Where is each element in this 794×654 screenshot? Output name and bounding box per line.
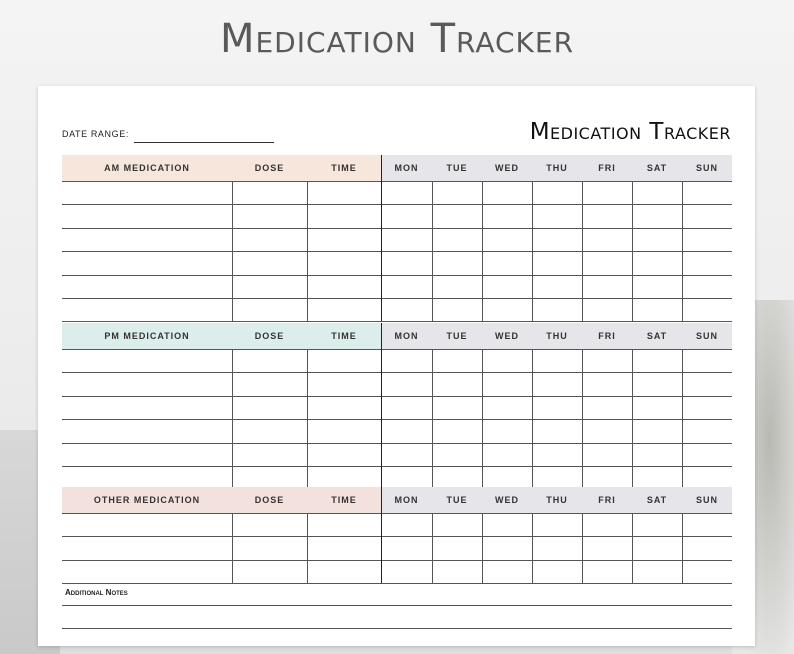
column-line <box>532 349 533 489</box>
time-column-header: TIME <box>331 495 357 505</box>
column-line <box>682 181 683 321</box>
dose-column-header: DOSE <box>254 495 285 505</box>
column-line <box>432 349 433 489</box>
dose-column-header: DOSE <box>254 163 285 173</box>
tracker-sheet <box>38 86 755 646</box>
column-line <box>632 181 633 321</box>
day-column-header-sun: SUN <box>695 163 718 173</box>
notes-line[interactable] <box>62 628 732 629</box>
day-column-header-wed: WED <box>495 495 519 505</box>
dose-column-header: DOSE <box>254 331 285 341</box>
day-column-header-mon: MON <box>394 331 419 341</box>
day-column-header-sun: SUN <box>695 331 718 341</box>
banner-title: Medication Tracker <box>219 16 575 62</box>
row-line <box>62 583 732 584</box>
day-column-header-tue: TUE <box>446 163 468 173</box>
day-column-header-fri: FRI <box>598 331 616 341</box>
day-column-header-fri: FRI <box>598 495 616 505</box>
column-line <box>381 487 382 583</box>
column-line <box>482 513 483 583</box>
column-line <box>232 349 233 489</box>
column-line <box>582 513 583 583</box>
time-column-header: TIME <box>331 331 357 341</box>
column-line <box>482 181 483 321</box>
medication-table <box>62 155 732 321</box>
day-column-header-fri: FRI <box>598 163 616 173</box>
day-column-header-thu: THU <box>546 495 568 505</box>
column-line <box>682 513 683 583</box>
column-line <box>307 513 308 583</box>
column-line <box>232 181 233 321</box>
date-range-field[interactable] <box>134 142 274 143</box>
notes-line[interactable] <box>62 605 732 606</box>
medication-column-header: OTHER MEDICATION <box>93 495 201 505</box>
column-line <box>482 349 483 489</box>
column-line <box>432 513 433 583</box>
column-line <box>381 323 382 489</box>
sheet-title: Medication Tracker <box>529 119 731 145</box>
day-column-header-sat: SAT <box>646 163 668 173</box>
column-line <box>582 181 583 321</box>
column-line <box>232 513 233 583</box>
column-line <box>632 513 633 583</box>
column-line <box>532 513 533 583</box>
day-column-header-wed: WED <box>495 331 519 341</box>
day-column-header-tue: TUE <box>446 495 468 505</box>
medication-column-header: AM MEDICATION <box>104 163 190 173</box>
column-line <box>682 349 683 489</box>
column-line <box>307 181 308 321</box>
column-line <box>632 349 633 489</box>
day-column-header-sat: SAT <box>646 331 668 341</box>
day-column-header-tue: TUE <box>446 331 468 341</box>
day-column-header-mon: MON <box>394 495 419 505</box>
column-line <box>381 155 382 321</box>
column-line <box>582 349 583 489</box>
day-column-header-thu: THU <box>546 163 568 173</box>
day-column-header-thu: THU <box>546 331 568 341</box>
column-line <box>432 181 433 321</box>
day-column-header-wed: WED <box>495 163 519 173</box>
notes-label: Additional Notes <box>65 588 128 597</box>
medication-table <box>62 323 732 489</box>
day-column-header-mon: MON <box>394 163 419 173</box>
day-column-header-sun: SUN <box>695 495 718 505</box>
column-line <box>307 349 308 489</box>
column-line <box>532 181 533 321</box>
time-column-header: TIME <box>331 163 357 173</box>
date-range-label: DATE RANGE: <box>62 129 129 139</box>
medication-column-header: PM MEDICATION <box>104 331 190 341</box>
medication-table <box>62 487 732 583</box>
day-column-header-sat: SAT <box>646 495 668 505</box>
